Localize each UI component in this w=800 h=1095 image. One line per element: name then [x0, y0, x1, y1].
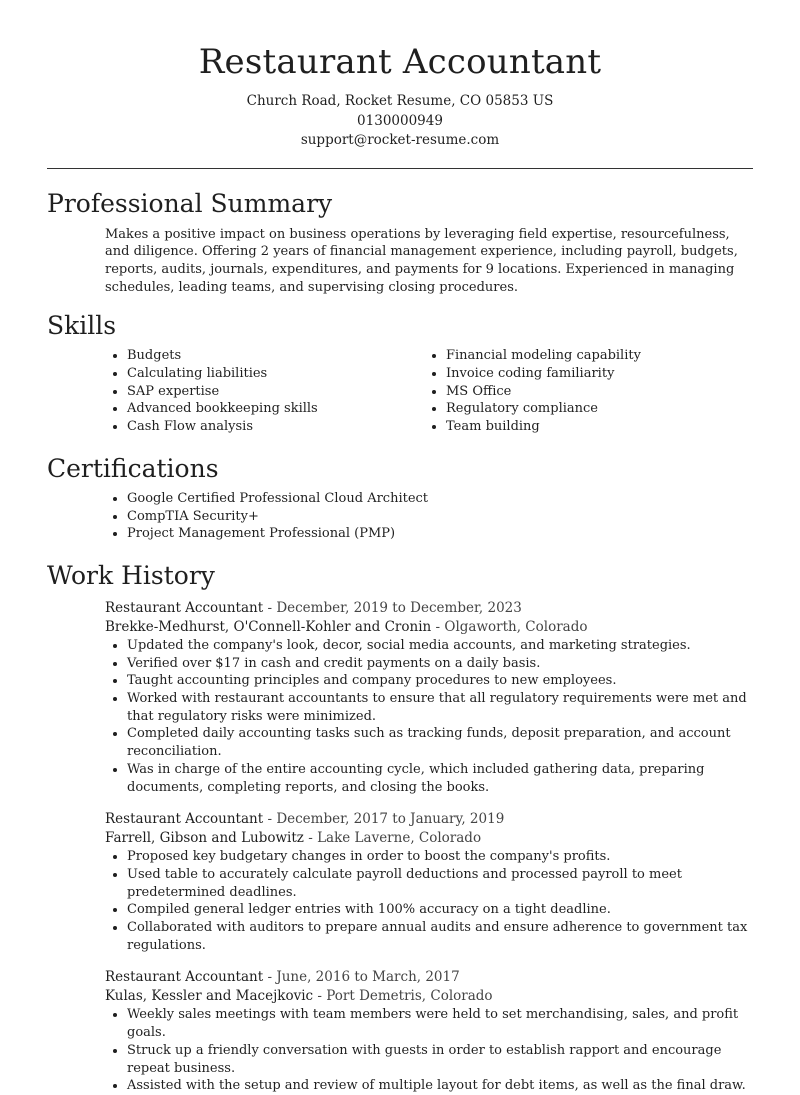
- header-divider: [47, 168, 753, 169]
- job-role: Restaurant Accountant: [105, 599, 264, 616]
- summary-title: Professional Summary: [47, 188, 333, 218]
- skill-item: • Invoice coding familiarity: [446, 365, 743, 383]
- job-location: Port Demetris, Colorado: [326, 988, 493, 1005]
- summary-section: [47, 187, 753, 297]
- skills-section: [47, 309, 753, 436]
- skill-item: • Team building: [446, 418, 743, 436]
- job-dates: December, 2017 to January, 2019: [276, 811, 505, 828]
- skill-item: • Regulatory compliance: [446, 400, 743, 418]
- job-company: Brekke-Medhurst, O'Connell-Kohler and Cronin: [105, 618, 432, 635]
- job-duty-item: • Was in charge of the entire accounting cycle, which included gathering data, preparing documents, completing reports, and closing the books.: [127, 761, 753, 796]
- job-separator: -: [313, 988, 327, 1005]
- skills-list-right: [424, 347, 743, 436]
- job-duty-item: • Weekly sales meetings with team members were held to set merchandising, sales, and profit goals.: [127, 1006, 753, 1041]
- job-duty-item: • Verified over $17 in cash and credit payments on a daily basis.: [127, 655, 753, 673]
- skill-item: • Cash Flow analysis: [127, 418, 424, 436]
- job-location: Olgaworth, Colorado: [444, 618, 588, 635]
- job-company-line: [105, 618, 753, 637]
- summary-text: Makes a positive impact on business operations by leveraging field expertise, resourcefulness, and diligence. Offering 2 years of financial management experience, including payroll, budgets, reports, audits, journals, expenditures, and payments for 9 locations. Experienced in managing schedules, leading teams, and supervising closing procedures.: [105, 226, 738, 295]
- certification-item: • Google Certified Professional Cloud Architect: [127, 490, 753, 508]
- jobs-list: [47, 599, 753, 1095]
- skill-item: • Budgets: [127, 347, 424, 365]
- job-entry: [105, 968, 753, 1095]
- certifications-list: [105, 490, 753, 543]
- contact-phone: 0130000949: [357, 112, 443, 129]
- skill-item: • Calculating liabilities: [127, 365, 424, 383]
- job-duty-item: • Assisted with the setup and review of multiple layout for debt items, as well as the final draw.: [127, 1077, 753, 1095]
- job-separator: -: [263, 969, 277, 986]
- job-duty-item: • Updated the company's look, decor, social media accounts, and marketing strategies.: [127, 637, 753, 655]
- skills-list-left: [105, 347, 424, 436]
- contact-address: Church Road, Rocket Resume, CO 05853 US: [246, 93, 554, 109]
- job-duties-list: [105, 848, 753, 954]
- job-title-line: [105, 968, 753, 987]
- job-duty-item: • Completed daily accounting tasks such as tracking funds, deposit preparation, and account reconciliation.: [127, 725, 753, 760]
- job-duty-item: • Worked with restaurant accountants to ensure that all regulatory requirements were met and that regulatory risks were minimized.: [127, 690, 753, 725]
- job-title-line: [105, 599, 753, 618]
- job-location: Lake Laverne, Colorado: [317, 830, 482, 847]
- job-duties-list: [105, 637, 753, 796]
- job-separator: -: [431, 618, 445, 635]
- skills-column-left: [105, 347, 424, 436]
- job-separator: -: [263, 599, 277, 616]
- job-role: Restaurant Accountant: [105, 969, 264, 986]
- job-separator: -: [263, 811, 277, 828]
- job-dates: December, 2019 to December, 2023: [276, 599, 522, 616]
- job-duty-item: • Taught accounting principles and company procedures to new employees.: [127, 672, 753, 690]
- contact-info: [0, 92, 800, 151]
- skill-item: • Advanced bookkeeping skills: [127, 400, 424, 418]
- skills-column-right: [424, 347, 743, 436]
- job-duties-list: [105, 1006, 753, 1095]
- skill-item: • Financial modeling capability: [446, 347, 743, 365]
- job-title-line: [105, 810, 753, 829]
- job-company: Kulas, Kessler and Macejkovic: [105, 988, 314, 1005]
- job-entry: [105, 810, 753, 954]
- skills-columns: [105, 347, 753, 436]
- skills-title: Skills: [47, 311, 117, 341]
- job-company: Farrell, Gibson and Lubowitz: [105, 830, 304, 847]
- certifications-block: [105, 490, 753, 543]
- job-duty-item: • Struck up a friendly conversation with guests in order to establish rapport and encourage repeat business.: [127, 1042, 753, 1077]
- certification-item: • CompTIA Security+: [127, 508, 753, 526]
- job-role: Restaurant Accountant: [105, 811, 264, 828]
- contact-email: support@rocket-resume.com: [300, 132, 500, 148]
- job-separator: -: [303, 830, 318, 847]
- job-duty-item: • Proposed key budgetary changes in order to boost the company's profits.: [127, 848, 753, 866]
- certification-item: • Project Management Professional (PMP): [127, 525, 753, 543]
- work-history-title: Work History: [47, 560, 215, 590]
- certifications-section: [47, 452, 753, 543]
- skill-item: • MS Office: [446, 383, 743, 401]
- job-entry: [105, 599, 753, 796]
- resume-header: [0, 0, 800, 151]
- job-duty-item: • Compiled general ledger entries with 100% accuracy on a tight deadline.: [127, 901, 753, 919]
- job-dates: June, 2016 to March, 2017: [276, 969, 460, 986]
- skill-item: • SAP expertise: [127, 383, 424, 401]
- work-history-section: [47, 559, 753, 1095]
- job-duty-item: • Collaborated with auditors to prepare annual audits and ensure adherence to government tax regulations.: [127, 919, 753, 954]
- candidate-name: Restaurant Accountant: [198, 42, 602, 82]
- job-company-line: [105, 829, 753, 848]
- job-duty-item: • Used table to accurately calculate payroll deductions and processed payroll to meet predetermined deadlines.: [127, 866, 753, 901]
- job-company-line: [105, 987, 753, 1006]
- certifications-title: Certifications: [47, 453, 219, 483]
